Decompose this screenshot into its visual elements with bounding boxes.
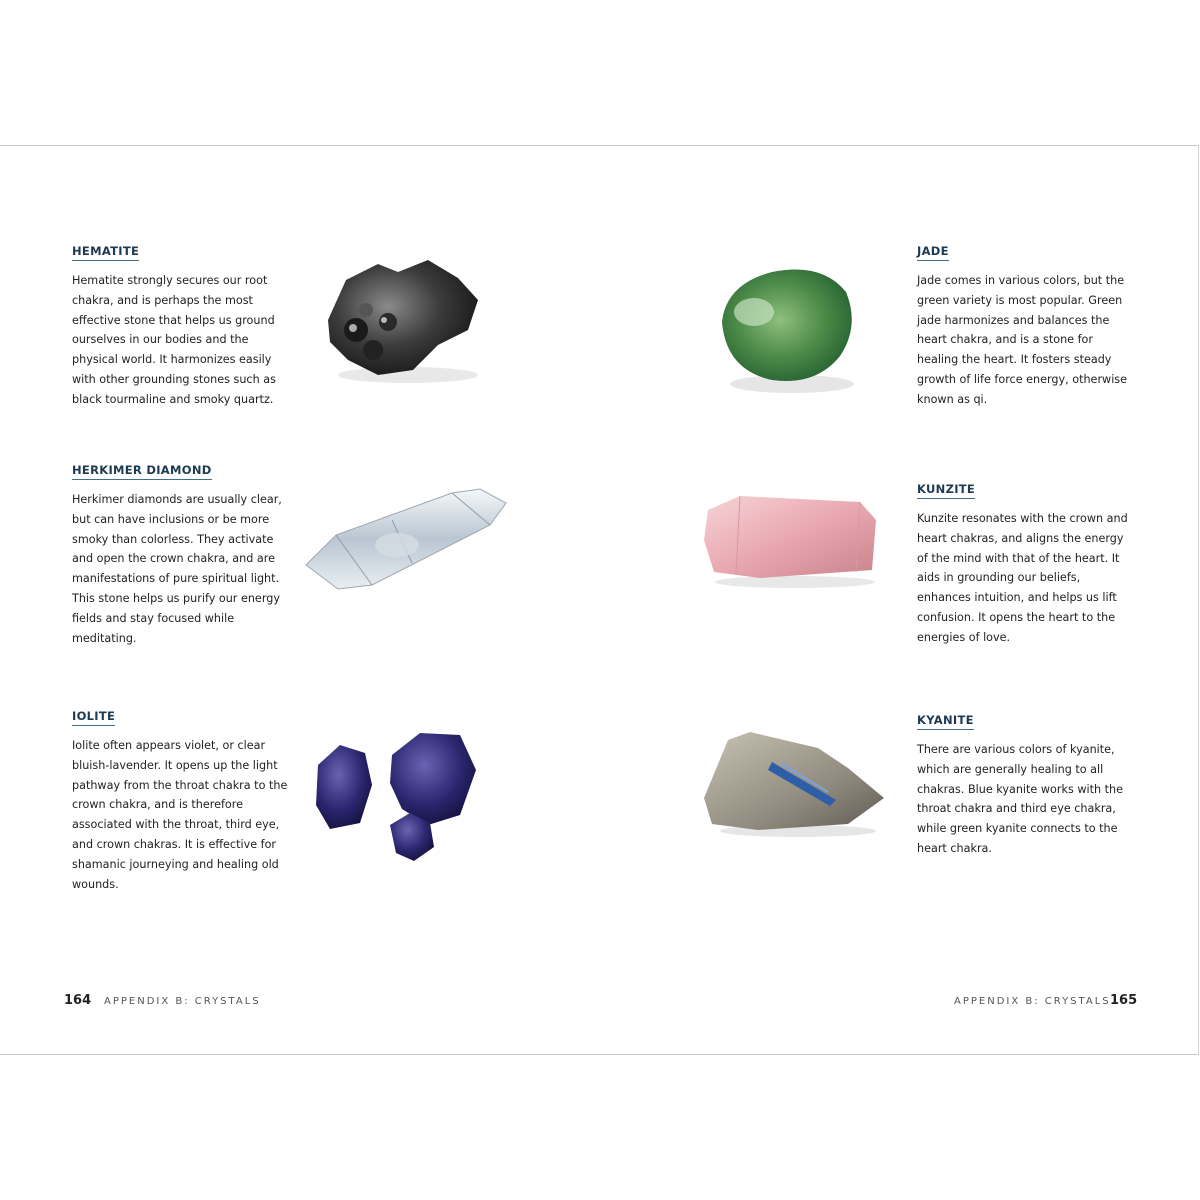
entry-body: There are various colors of kyanite, which are generally healing to all chakras. Blue kyanite works with the throat chakra and third eye chakra, while green kyanite connects to the heart chakra. [917, 743, 1123, 855]
entry-title: IOLITE [72, 709, 115, 726]
entry-title: KUNZITE [917, 482, 975, 499]
kunzite-image [700, 490, 880, 590]
entry-iolite [72, 705, 292, 894]
entry-kyanite [917, 709, 1137, 859]
running-head: APPENDIX B: CRYSTALS [954, 996, 1111, 1007]
entry-jade [917, 240, 1137, 410]
jade-image [712, 262, 862, 397]
entry-title: HERKIMER DIAMOND [72, 463, 212, 480]
kyanite-image [698, 728, 888, 838]
running-head: APPENDIX B: CRYSTALS [104, 996, 261, 1007]
entry-title: HEMATITE [72, 244, 139, 261]
entry-body: Jade comes in various colors, but the green variety is most popular. Green jade harmonizes and balances the heart chakra, and is a stone for healing the heart. It fosters steady growth of life force energy, otherwise known as qi. [917, 274, 1128, 406]
entry-hematite [72, 240, 292, 410]
entry-body: Kunzite resonates with the crown and heart chakras, and aligns the energy of the mind with that of the heart. It aids in grounding our beliefs, enhances intuition, and helps us lift confusion. It opens the heart to the energies of love. [917, 512, 1128, 644]
entry-body: Iolite often appears violet, or clear bluish-lavender. It opens up the light pathway from the throat chakra to the crown chakra, and is therefore associated with the throat, third eye, and crown chakras. It is effective for shamanic journeying and healing old wounds. [72, 739, 288, 891]
entry-herkimer-diamond [72, 459, 292, 648]
entry-body: Hematite strongly secures our root chakra, and is perhaps the most effective stone that helps us ground ourselves in our bodies and the physical world. It harmonizes easily with other grounding stones such as black tourmaline and smoky quartz. [72, 274, 276, 406]
entry-title: KYANITE [917, 713, 974, 730]
hematite-image [318, 250, 488, 390]
entry-title: JADE [917, 244, 949, 261]
herkimer-diamond-image [302, 485, 512, 595]
page-number: 165 [1110, 993, 1138, 1008]
entry-body: Herkimer diamonds are usually clear, but can have inclusions or be more smoky than colorless. They activate and open the crown chakra, and are manifestations of pure spiritual light. This stone helps us purify our energy fields and stay focused while meditating. [72, 493, 282, 645]
entry-kunzite [917, 478, 1137, 648]
page-number: 164 [64, 993, 92, 1008]
iolite-image [310, 725, 480, 865]
